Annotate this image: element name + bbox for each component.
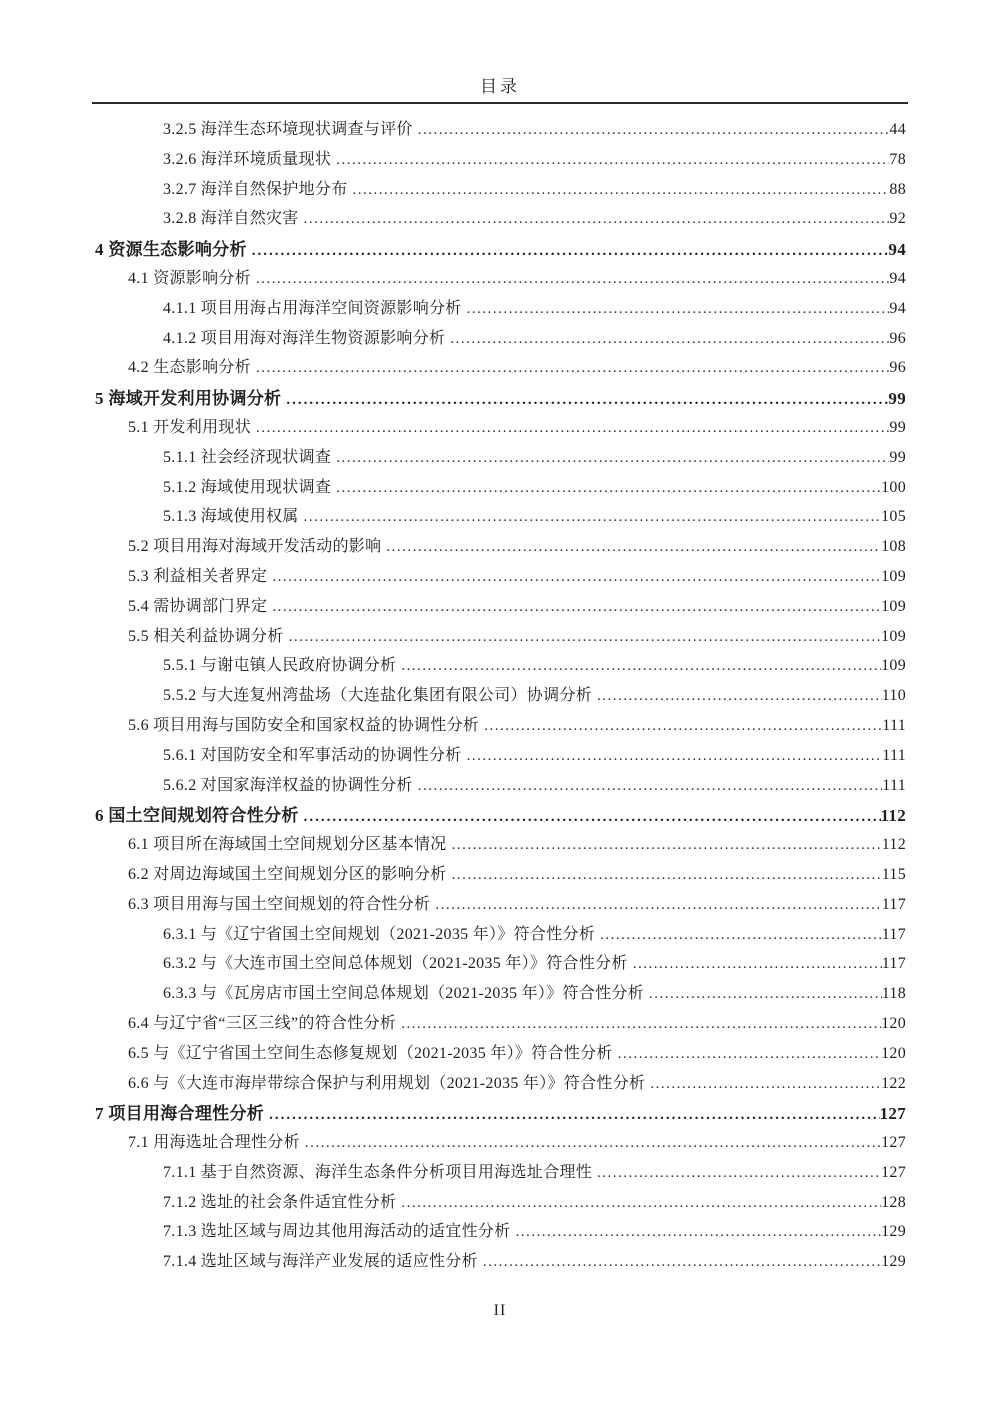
toc-entry-label: 6.6 与《大连市海岸带综合保护与利用规划（2021-2035 年）》符合性分析 — [128, 1074, 646, 1092]
toc-entry — [95, 980, 906, 1010]
toc-entry-page: 115 — [881, 865, 906, 883]
toc-entry — [95, 1010, 906, 1040]
toc-entry — [95, 593, 906, 623]
toc-leader-dots — [413, 777, 883, 795]
toc-entry-page: 78 — [889, 150, 906, 168]
toc-leader-dots — [447, 836, 882, 854]
toc-entry-page: 112 — [880, 806, 906, 826]
toc-entry-page: 109 — [881, 567, 906, 585]
toc-entry-label: 4.1.2 项目用海对海洋生物资源影响分析 — [163, 329, 446, 347]
toc-entry — [95, 1189, 906, 1219]
toc-leader-dots — [595, 926, 882, 944]
toc-leader-dots — [381, 538, 881, 556]
toc-entry-label: 6.3.2 与《大连市国土空间总体规划（2021-2035 年）》符合性分析 — [163, 955, 628, 973]
toc-leader-dots — [511, 1223, 882, 1241]
toc-entry-page: 129 — [881, 1223, 906, 1241]
toc-entry — [95, 325, 906, 355]
toc-entry-label: 5.5 相关利益协调分析 — [128, 627, 284, 645]
toc-leader-dots — [251, 270, 889, 288]
toc-entry-page: 96 — [889, 329, 906, 347]
toc-entry-label: 5.1.1 社会经济现状调查 — [163, 448, 332, 466]
toc-entry — [95, 295, 906, 325]
toc-entry-label: 7.1.3 选址区域与周边其他用海活动的适宜性分析 — [163, 1223, 511, 1241]
toc-leader-dots — [331, 449, 889, 467]
toc-entry-label: 4.1 资源影响分析 — [128, 269, 252, 287]
toc-leader-dots — [628, 955, 882, 973]
toc-entry-label: 6 国土空间规划符合性分析 — [95, 806, 299, 826]
toc-entry-page: 109 — [881, 627, 906, 645]
toc-leader-dots — [592, 687, 882, 705]
toc-entry-label: 6.3.3 与《瓦房店市国土空间总体规划（2021-2035 年）》符合性分析 — [163, 985, 645, 1003]
toc-leader-dots — [592, 1164, 881, 1182]
toc-entry — [95, 1070, 906, 1100]
toc-entry-label: 7.1.1 基于自然资源、海洋生态条件分析项目用海选址合理性 — [163, 1163, 593, 1181]
toc-entry-label: 3.2.5 海洋生态环境现状调查与评价 — [163, 121, 413, 138]
toc-entry-label: 6.5 与《辽宁省国土空间生态修复规划（2021-2035 年）》符合性分析 — [128, 1044, 613, 1062]
toc-leader-dots — [284, 628, 881, 646]
toc-leader-dots — [267, 598, 881, 616]
toc-entry — [95, 950, 906, 980]
toc-entry — [95, 1248, 906, 1278]
toc-entry-label: 4.1.1 项目用海占用海洋空间资源影响分析 — [163, 299, 462, 317]
page-header-title: 目录 — [480, 77, 520, 96]
toc-leader-dots — [348, 181, 890, 199]
toc-entry — [95, 742, 906, 772]
toc-entry-label: 3.2.8 海洋自然灾害 — [163, 210, 299, 228]
toc-leader-dots — [331, 479, 881, 497]
toc-entry — [95, 444, 906, 474]
toc-entry-label: 7.1 用海选址合理性分析 — [128, 1134, 300, 1152]
toc-entry — [95, 801, 906, 831]
toc-leader-dots — [430, 896, 881, 914]
toc-entry-page: 117 — [881, 955, 906, 973]
toc-entry-page: 100 — [881, 478, 906, 496]
toc-entry-page: 111 — [882, 716, 906, 734]
toc-leader-dots — [281, 389, 888, 409]
toc-entry-page: 88 — [889, 180, 906, 198]
toc-leader-dots — [299, 210, 890, 228]
toc-entry-label: 6.3 项目用海与国土空间规划的符合性分析 — [128, 895, 431, 913]
toc-entry — [95, 712, 906, 742]
toc-entry-page: 99 — [888, 389, 906, 409]
toc-entry-page: 108 — [881, 538, 906, 556]
toc-entry — [95, 176, 906, 206]
toc-leader-dots — [396, 1194, 881, 1212]
toc-entry-page: 120 — [881, 1014, 906, 1032]
toc-leader-dots — [300, 1134, 881, 1152]
toc-entry — [95, 891, 906, 921]
toc-entry-page: 44 — [889, 121, 906, 138]
toc-entry-label: 6.4 与辽宁省“三区三线”的符合性分析 — [128, 1014, 397, 1032]
toc-leader-dots — [251, 359, 889, 377]
toc-leader-dots — [299, 508, 881, 526]
toc-entry-page: 109 — [881, 657, 906, 675]
toc-entry-label: 5.2 项目用海对海域开发活动的影响 — [128, 538, 382, 556]
toc-entry-page: 128 — [881, 1193, 906, 1211]
toc-leader-dots — [445, 330, 889, 348]
toc-entry — [95, 235, 906, 265]
toc-leader-dots — [396, 1015, 881, 1033]
toc-entry-label: 5.1.2 海域使用现状调查 — [163, 478, 332, 496]
table-of-contents — [95, 116, 906, 1278]
toc-entry — [95, 354, 906, 384]
toc-entry — [95, 116, 906, 146]
toc-entry — [95, 1159, 906, 1189]
toc-entry — [95, 772, 906, 802]
toc-leader-dots — [264, 1104, 880, 1124]
toc-entry — [95, 652, 906, 682]
toc-entry-label: 4.2 生态影响分析 — [128, 359, 252, 377]
toc-entry-label: 7 项目用海合理性分析 — [95, 1104, 265, 1124]
toc-leader-dots — [247, 240, 889, 260]
toc-leader-dots — [413, 121, 890, 139]
toc-leader-dots — [396, 657, 881, 675]
toc-entry-label: 5.1 开发利用现状 — [128, 418, 252, 436]
toc-entry — [95, 623, 906, 653]
toc-entry-page: 127 — [881, 1163, 906, 1181]
toc-entry-page: 99 — [889, 448, 906, 466]
toc-entry-page: 120 — [881, 1044, 906, 1062]
toc-entry — [95, 831, 906, 861]
toc-entry — [95, 921, 906, 951]
toc-entry — [95, 1218, 906, 1248]
toc-entry — [95, 205, 906, 235]
toc-entry — [95, 503, 906, 533]
toc-entry-label: 5.6.2 对国家海洋权益的协调性分析 — [163, 776, 413, 794]
toc-entry — [95, 146, 906, 176]
toc-entry-label: 5.5.2 与大连复州湾盐场（大连盐化集团有限公司）协调分析 — [163, 687, 593, 705]
toc-leader-dots — [447, 866, 882, 884]
toc-entry-label: 6.1 项目所在海域国土空间规划分区基本情况 — [128, 836, 447, 854]
toc-entry-page: 94 — [888, 240, 906, 260]
toc-entry-page: 99 — [889, 418, 906, 436]
toc-entry — [95, 265, 906, 295]
toc-entry — [95, 384, 906, 414]
toc-entry — [95, 414, 906, 444]
toc-entry-label: 6.2 对周边海域国土空间规划分区的影响分析 — [128, 865, 447, 883]
toc-entry-label: 5.1.3 海域使用权属 — [163, 508, 299, 526]
toc-leader-dots — [644, 985, 882, 1003]
toc-entry-page: 94 — [889, 269, 906, 287]
toc-leader-dots — [613, 1045, 881, 1063]
toc-leader-dots — [478, 1253, 881, 1271]
toc-entry-page: 112 — [881, 836, 906, 854]
toc-entry — [95, 861, 906, 891]
page-footer — [0, 1302, 1000, 1320]
toc-entry-label: 7.1.4 选址区域与海洋产业发展的适应性分析 — [163, 1253, 478, 1271]
toc-entry-page: 105 — [881, 508, 906, 526]
toc-entry — [95, 1040, 906, 1070]
toc-entry — [95, 563, 906, 593]
toc-entry-page: 122 — [881, 1074, 906, 1092]
toc-entry-label: 5 海域开发利用协调分析 — [95, 389, 282, 409]
toc-entry-page: 117 — [881, 895, 906, 913]
toc-entry-page: 111 — [882, 746, 906, 764]
toc-entry-page: 109 — [881, 597, 906, 615]
toc-entry — [95, 533, 906, 563]
toc-entry-label: 4 资源生态影响分析 — [95, 240, 247, 260]
toc-leader-dots — [462, 300, 890, 318]
toc-leader-dots — [331, 151, 889, 169]
toc-leader-dots — [479, 717, 882, 735]
toc-entry-page: 127 — [881, 1134, 906, 1152]
toc-entry-page: 110 — [881, 687, 906, 705]
toc-entry-page: 129 — [881, 1253, 906, 1271]
toc-entry-page: 127 — [879, 1104, 906, 1124]
page-number: II — [493, 1302, 507, 1319]
toc-entry — [95, 474, 906, 504]
toc-entry-page: 94 — [889, 299, 906, 317]
toc-entry-label: 5.4 需协调部门界定 — [128, 597, 268, 615]
toc-entry-label: 3.2.6 海洋环境质量现状 — [163, 150, 332, 168]
toc-entry-label: 5.5.1 与谢屯镇人民政府协调分析 — [163, 657, 397, 675]
toc-entry-label: 6.3.1 与《辽宁省国土空间规划（2021-2035 年）》符合性分析 — [163, 925, 596, 943]
toc-entry-label: 5.6.1 对国防安全和军事活动的协调性分析 — [163, 746, 462, 764]
toc-entry-label: 5.3 利益相关者界定 — [128, 567, 268, 585]
page-header — [92, 72, 908, 104]
toc-entry — [95, 1129, 906, 1159]
toc-entry — [95, 1099, 906, 1129]
toc-leader-dots — [462, 747, 883, 765]
toc-entry-page: 117 — [881, 925, 906, 943]
toc-entry-page: 118 — [881, 985, 906, 1003]
toc-entry-label: 7.1.2 选址的社会条件适宜性分析 — [163, 1193, 397, 1211]
toc-entry-label: 5.6 项目用海与国防安全和国家权益的协调性分析 — [128, 716, 480, 734]
toc-entry-page: 96 — [889, 359, 906, 377]
toc-entry — [95, 682, 906, 712]
toc-entry-label: 3.2.7 海洋自然保护地分布 — [163, 180, 348, 198]
toc-entry-page: 92 — [889, 210, 906, 228]
toc-leader-dots — [251, 419, 889, 437]
toc-leader-dots — [299, 806, 881, 826]
toc-entry-page: 111 — [882, 776, 906, 794]
toc-leader-dots — [267, 568, 881, 586]
toc-leader-dots — [645, 1075, 881, 1093]
